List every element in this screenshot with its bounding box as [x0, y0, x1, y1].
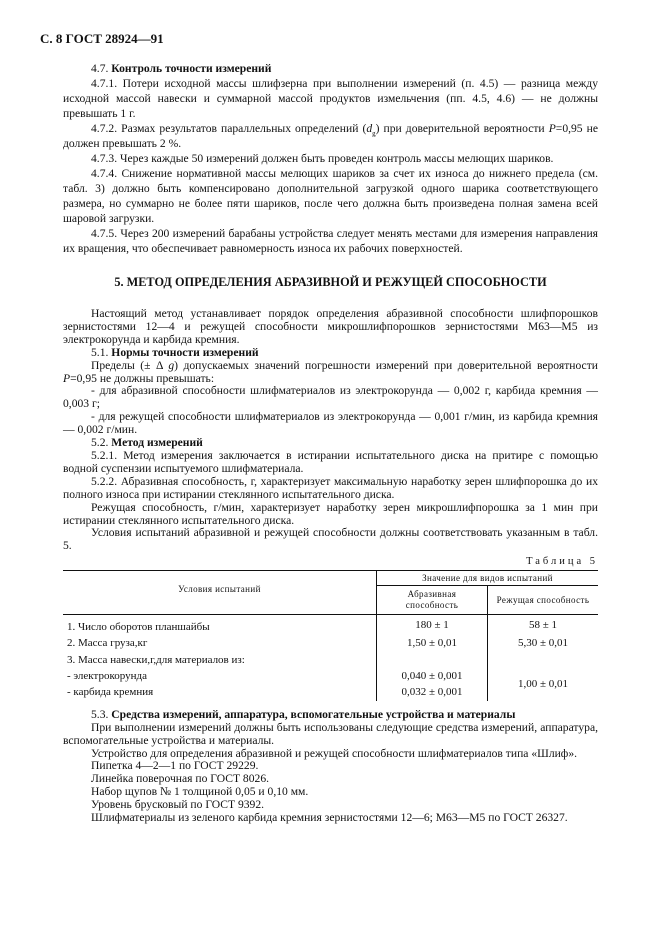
para-cutting: Режущая способность, г/мин, характеризует наработку зерен микрошлифпорошка за 1 мин при истирании стеклянного испытательного диска.	[63, 500, 598, 527]
table-row: - электрокорунда 0,040 ± 0,001 1,00 ± 0,01	[63, 668, 598, 684]
para-intro: Настоящий метод устанавливает порядок определения абразивной способности шлифпорошков зернистостями 12—4 и режущей способности микрошлифпорошков зернистостями М63—М5 из электрокорунда и карбида кремния.	[63, 307, 598, 346]
col-header-value: Значение для видов испытаний	[377, 571, 599, 586]
para-5-3-1: При выполнении измерений должны быть использованы следующие средства измерений, аппаратура, вспомогательные устройства и материалы.	[63, 720, 598, 747]
col-header-conditions: Условия испытаний	[63, 571, 377, 615]
para-5-2-2: 5.2.2. Абразивная способность, г, характеризует максимальную наработку зерен шлифпорошка до их полного износа при истирании стеклянного испытательного диска.	[63, 474, 598, 501]
heading-4-7: 4.7. Контроль точности измерений	[91, 62, 272, 75]
col-header-cutting: Режущая способность	[488, 586, 599, 615]
section-5-title: 5. МЕТОД ОПРЕДЕЛЕНИЯ АБРАЗИВНОЙ И РЕЖУЩЕЙ СПОСОБНОСТИ	[114, 275, 547, 289]
col-header-abrasive: Абразивная способность	[377, 586, 488, 615]
table-row: 1. Число оборотов планшайбы 180 ± 1 58 ± 1	[63, 615, 598, 636]
page-column	[40, 31, 599, 824]
list-item: Уровень брусковый по ГОСТ 9392.	[91, 797, 265, 811]
page-header: С. 8 ГОСТ 28924—91	[40, 31, 164, 46]
para-4-7-3: 4.7.3. Через каждые 50 измерений должен быть проведен контроль массы мелющих шариков.	[91, 152, 554, 165]
table-row: 2. Масса груза,кг 1,50 ± 0,01 5,30 ± 0,01	[63, 636, 598, 652]
para-4-7-1: 4.7.1. Потери исходной массы шлифзерна при выполнении измерений (п. 4.5) — разница между исходной массой навески и суммарной массой продуктов измельчения (пп. 4.5, 4.6) — не должны превышать 1 г.	[63, 77, 598, 120]
para-4-7-2: 4.7.2. Размах результатов параллельных определений $(d_g)$ при доверительной вероятности P=0,95 не должен превышать 2 %.	[63, 122, 599, 150]
para-5-3-2: Устройство для определения абразивной и режущей способности шлифматериалов типа «Шлиф».	[91, 746, 578, 760]
list-item: Шлифматериалы из зеленого карбида кремния зернистостями 12—6; М63—М5 по ГОСТ 26327.	[91, 810, 568, 824]
para-limits: Пределы (± Δ g) допускаемых значений погрешности измерений при доверительной вероятности P=0,95 не должны превышать:	[63, 358, 598, 385]
table-caption: Таблица 5	[526, 556, 598, 568]
para-conditions: Условия испытаний абразивной и режущей способности должны соответствовать указанным в табл. 5.	[63, 526, 598, 553]
bullet-abrasive: - для абразивной способности шлифматериалов из электрокорунда — 0,002 г, карбида кремния — 0,003 г;	[63, 384, 598, 411]
para-4-7-5: 4.7.5. Через 200 измерений барабаны устройства следует менять местами для измерения направления их вращения, что обеспечивает равномерность износа их рабочих поверхностей.	[63, 227, 598, 255]
heading-5-2: 5.2. Метод измерений	[91, 436, 203, 450]
heading-5-1: 5.1. Нормы точности измерений	[91, 345, 259, 359]
heading-5-3: 5.3. Средства измерений, аппаратура, вспомогательные устройства и материалы	[91, 708, 516, 722]
table-5	[63, 570, 598, 701]
list-item: Набор щупов № 1 толщиной 0,05 и 0,10 мм.	[91, 784, 309, 798]
section-5	[63, 308, 598, 553]
section-5-3	[63, 709, 598, 824]
list-item: Линейка поверочная по ГОСТ 8026.	[91, 772, 270, 786]
para-5-2-1: 5.2.1. Метод измерения заключается в истирании испытательного диска на притире с помощью водной суспензии испытуемого шлифматериала.	[63, 448, 598, 475]
para-4-7-4: 4.7.4. Снижение нормативной массы мелющих шариков за счет их износа до нижнего предела (см. табл. 3) должно быть компенсировано дополнительной загрузкой одного шарика соответствующего размера, но суммарно не более пяти шариков, после чего должна быть произведена полная замена всей шаровой загрузки.	[63, 167, 598, 225]
table-row: - карбида кремния 0,032 ± 0,001	[63, 685, 598, 701]
list-item: Пипетка 4—2—1 по ГОСТ 29229.	[91, 759, 259, 773]
table-row: 3. Масса навески,г,для материалов из:	[63, 652, 598, 668]
section-4-7	[63, 61, 598, 256]
bullet-cutting: - для режущей способности шлифматериалов из электрокорунда — 0,001 г/мин, из карбида кремния — 0,002 г/мин.	[63, 410, 598, 437]
